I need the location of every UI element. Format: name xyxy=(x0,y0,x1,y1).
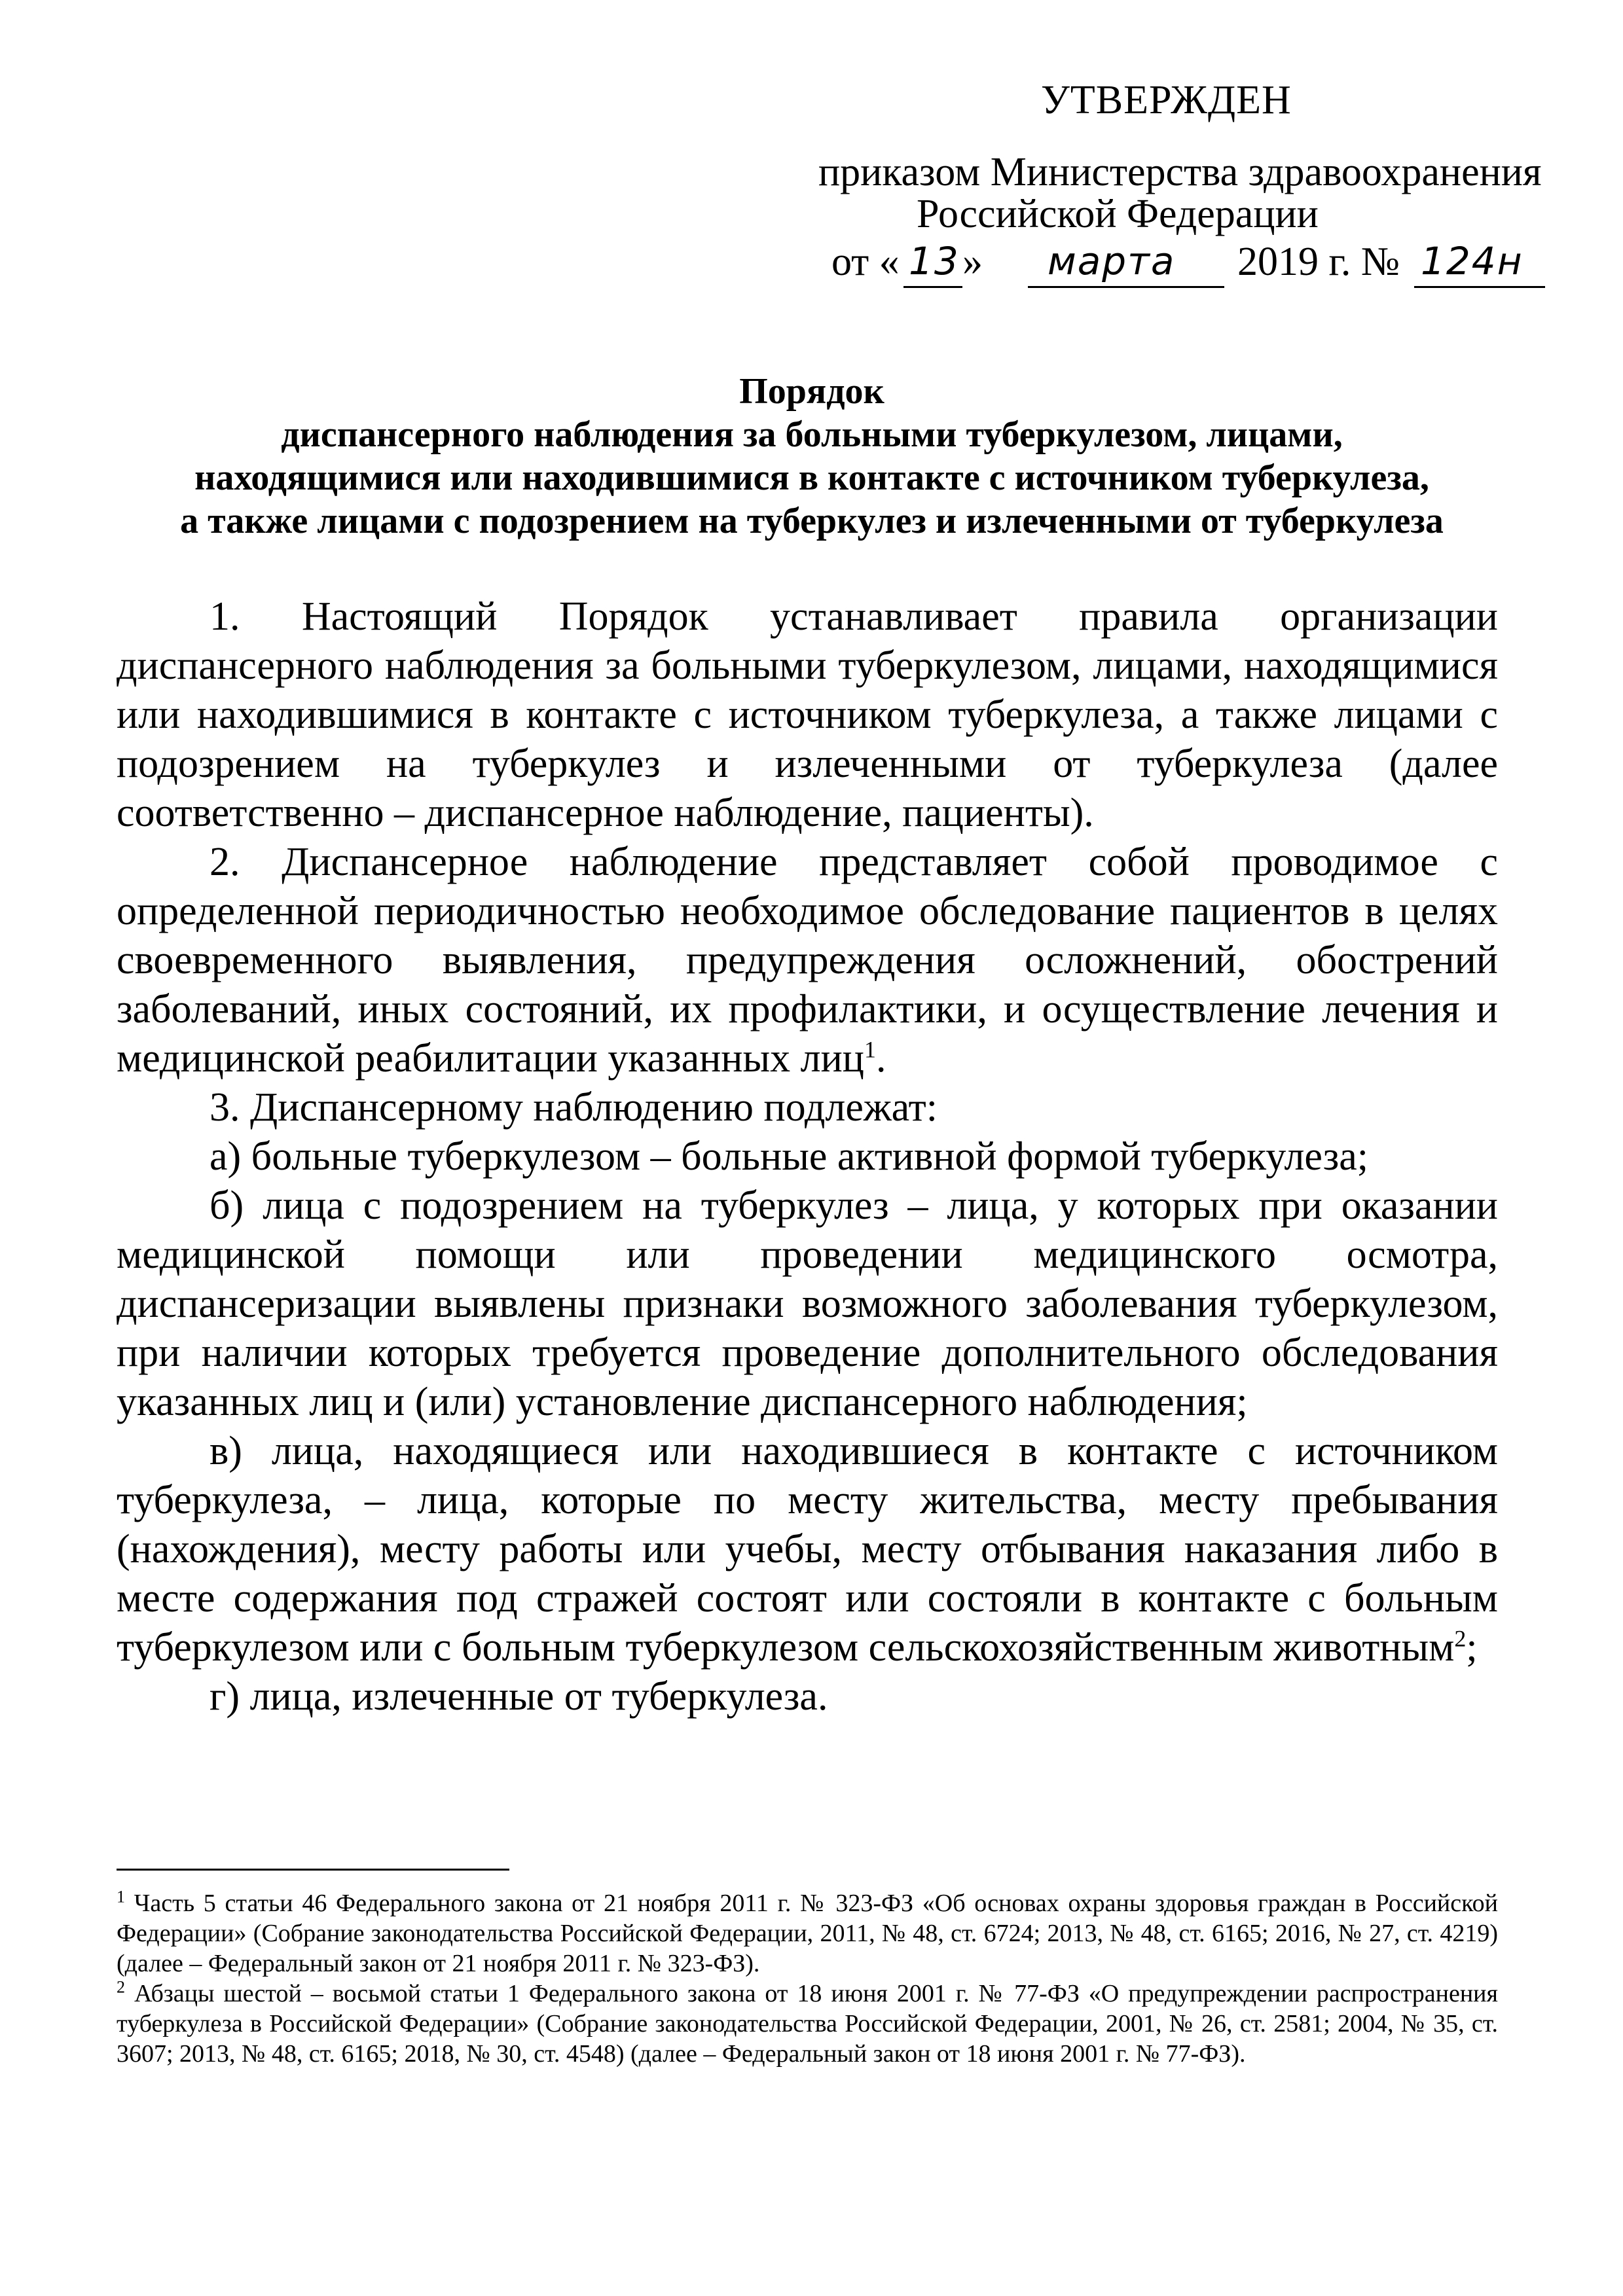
approval-order-line-1: приказом Министерства здравоохранения xyxy=(818,150,1542,194)
handwritten-day: 13 xyxy=(909,239,960,283)
heading-line-1: Порядок xyxy=(739,371,884,412)
paragraph-3b: б) лица с подозрением на туберкулез – лица, у которых при оказании медицинской помощи или проведении медицинского осмотра, диспансеризации выявлены признаки возможного заболевания туберкулезом, при наличии которых требуется проведение дополнительного обследования указанных лиц и (или) установление диспансерного наблюдения; xyxy=(117,1183,1498,1424)
paragraph-3v xyxy=(117,1427,1498,1672)
paragraph-2-end: . xyxy=(875,1036,886,1081)
paragraph-3v-text: в) лица, находящиеся или находившиеся в контакте с источником туберкулеза, – лица, которые по месту жительства, месту пребывания (нахождения), месту работы или учебы, месту отбывания наказания либо в месте содержания под стражей состоят или состояли в контакте с больным туберкулезом или с больным туберкулезом сельскохозяйственным животным xyxy=(117,1429,1498,1670)
footnotes xyxy=(117,1888,1498,2069)
approval-title: УТВЕРЖДЕН xyxy=(1041,78,1292,122)
number-underline xyxy=(1414,286,1545,288)
date-prefix: от « xyxy=(831,240,900,284)
footnote-1-mark: 1 xyxy=(117,1887,125,1907)
footnote-divider xyxy=(117,1869,509,1871)
handwritten-number: 124н xyxy=(1421,239,1523,283)
paragraph-3a: а) больные туберкулезом – больные активной формой туберкулеза; xyxy=(210,1134,1368,1179)
heading-line-4: а также лицами с подозрением на туберкулез и излеченными от туберкулеза xyxy=(180,501,1444,541)
day-underline xyxy=(903,286,962,288)
heading-line-2: диспансерного наблюдения за больными туберкулезом, лицами, xyxy=(281,414,1343,455)
paragraph-2-text: 2. Диспансерное наблюдение представляет собой проводимое с определенной периодичностью необходимое обследование пациентов в целях своевременного выявления, предупреждения осложнений, обострений заболеваний, иных состояний, их профилактики, и осуществление лечения и медицинской реабилитации указанных лиц xyxy=(117,840,1498,1081)
date-year: 2019 г. № xyxy=(1237,240,1400,284)
footnote-2-mark: 2 xyxy=(117,1977,125,1997)
approval-date-line xyxy=(831,239,1565,298)
paragraph-3g: г) лица, излеченные от туберкулеза. xyxy=(210,1674,828,1719)
month-underline xyxy=(1028,286,1224,288)
paragraph-1: 1. Настоящий Порядок устанавливает правила организации диспансерного наблюдения за больными туберкулезом, лицами, находящимися или находившимися в контакте с источником туберкулеза, а также лицами с подозрением на туберкулез и излеченными от туберкулеза (далее соответственно – диспансерное наблюдение, пациенты). xyxy=(117,594,1498,835)
footnote-1-text: Часть 5 статьи 46 Федерального закона от 21 ноября 2011 г. № 323-ФЗ «Об основах охраны здоровья граждан в Российской Федерации» (Собрание законодательства Российской Федерации, 2011, № 48, ст. 6724; 2013, № 48, ст. 6165; 2016, № 27, ст. 4219) (далее – Федеральный закон от 21 ноября 2011 г. № 323-ФЗ). xyxy=(117,1890,1498,1977)
date-quote-close: » xyxy=(962,240,983,284)
document-body xyxy=(117,592,1498,1721)
footnote-2-text: Абзацы шестой – восьмой статьи 1 Федерального закона от 18 июня 2001 г. № 77-ФЗ «О предупреждении распространения туберкулеза в Российской Федерации» (Собрание законодательства Российской Федерации, 2001, № 26, ст. 2581; 2004, № 35, ст. 3607; 2013, № 48, ст. 6165; 2018, № 30, ст. 4548) (далее – Федеральный закон от 18 июня 2001 г. № 77-ФЗ). xyxy=(117,1980,1498,2068)
footnote-ref-2[interactable]: 2 xyxy=(1454,1625,1467,1652)
paragraph-3v-end: ; xyxy=(1466,1625,1478,1670)
footnote-1 xyxy=(117,1888,1498,1979)
approval-order-line-2: Российской Федерации xyxy=(917,192,1319,236)
paragraph-2 xyxy=(117,838,1498,1083)
handwritten-month: марта xyxy=(1048,239,1176,283)
document-heading xyxy=(98,370,1525,543)
paragraph-3: 3. Диспансерному наблюдению подлежат: xyxy=(210,1085,938,1130)
footnote-2 xyxy=(117,1979,1498,2069)
footnote-ref-1[interactable]: 1 xyxy=(864,1036,876,1063)
heading-line-3: находящимися или находившимися в контакте с источником туберкулеза, xyxy=(194,457,1429,498)
